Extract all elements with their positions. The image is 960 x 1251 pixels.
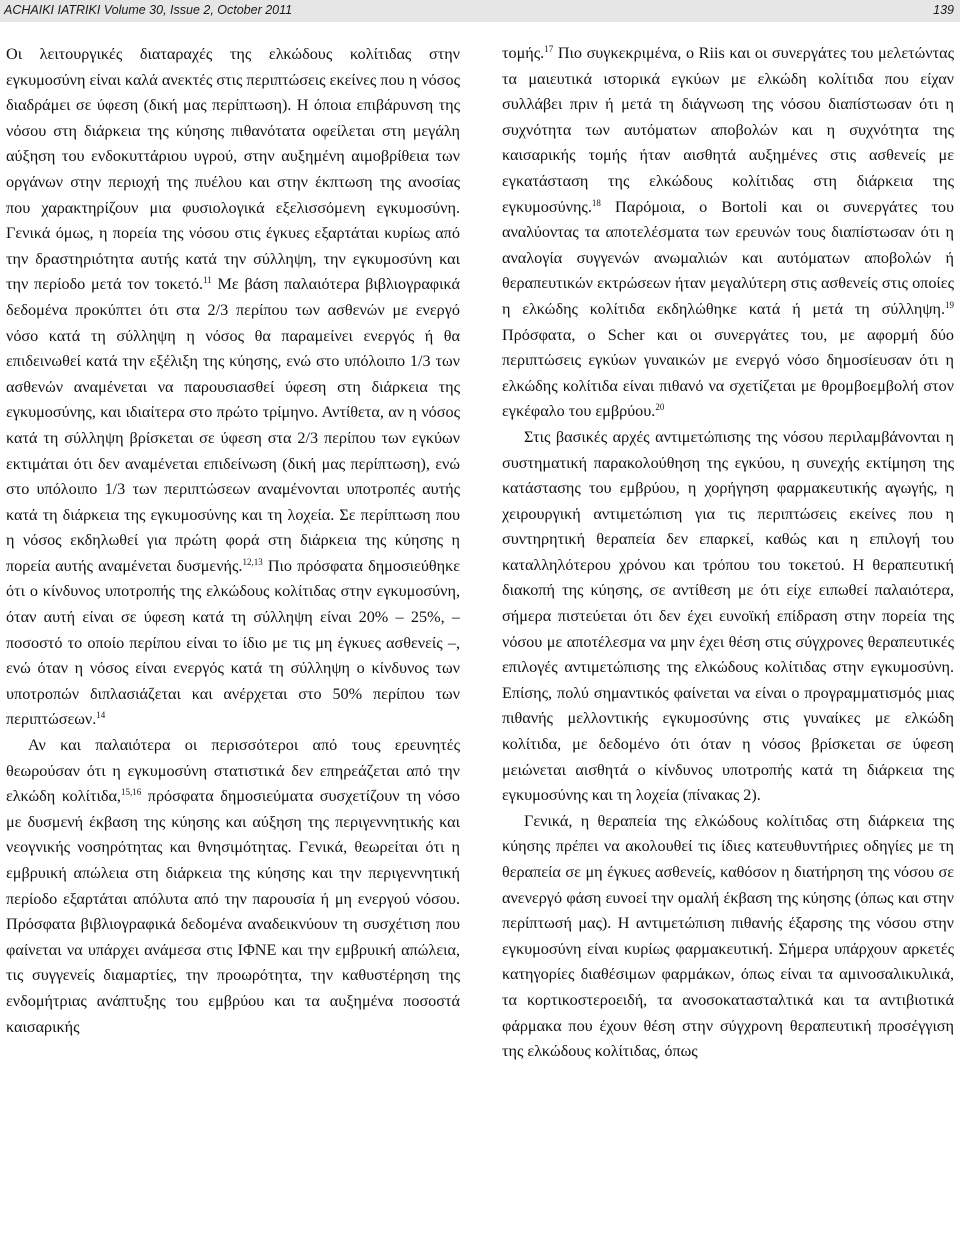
text-run: πρόσφατα δημοσιεύματα συσχετίζουν τη νόσο με δυσμενή έκβαση της κύησης και αύξηση της περιγεννητικής και νεογνικής νοσηρότητας και θνησιμότητας. Γενικά, θεωρείται ότι η εμβρυική απώλεια στη διάρκεια της κύησης και την περιγεννητική περίοδο εξαρτάται απόλυτα από την παρουσία ή μη ενεργού νόσου. Πρόσφατα βιβλιογραφικά δεδομένα αναδεικνύουν τη συσχέτιση που φαίνεται να υπάρχει ανάμεσα στις ΙΦΝΕ και την εμβρυική απώλεια, τις συγγενείς διαμαρτίες, την προωρότητα, την καθυστέρηση της ενδομήτριας ανάπτυξης του εμβρύου και τα αυξημένα ποσοστά καισαρικής <box>6 787 460 1036</box>
reference-superscript: 17 <box>544 44 554 54</box>
reference-superscript: 15,16 <box>120 787 142 798</box>
right-column <box>502 41 954 1246</box>
left-column <box>6 42 460 1247</box>
text-run: Με βάση παλαιότερα βιβλιογραφικά δεδομένα προκύπτει ότι στα 2/3 περίπου των ασθενών με ενεργό νόσο κατά τη σύλληψη η νόσος θα παραμείνει ενεργός ή θα επιδεινωθεί κατά την εξέλιξη της κύησης, ενώ στο υπόλοιπο 1/3 των ασθενών αναμένεται να παρουσιασθεί ύφεση στη διάρκεια της εγκυμοσύνης, και ιδιαίτερα στο πρώτο τρίμηνο. Αντίθετα, αν η νόσος κατά τη σύλληψη βρίσκεται σε ύφεση στα 2/3 περίπου των εγκύων εκτιμάται ότι δεν αναμένεται επιδείνωση (δική μας περίπτωση), ενώ στο υπόλοιπο 1/3 των περιπτώσεων αναμένονται υποτροπές αυτής κατά τη διάρκεια της εγκυμοσύνης και τη λοχεία. Σε περίπτωση που η νόσος εκδηλωθεί για πρώτη φορά στη διάρκεια της κύησης η πορεία αυτής αναμένεται δυσμενής. <box>6 275 460 575</box>
text-run: Παρόμοια, ο Bortoli και οι συνεργάτες του αναλύοντας τα αποτελέσματα των ερευνών τους διαπίστωσαν ότι η αναλογία συγγενών ανωμαλιών και αυτόματων αποβολών ή θεραπευτικών εκτρώσεων ήταν μεγαλύτερη στις ασθενείς στις οποίες η ελκώδης κολίτιδα εκδηλώθηκε κατά ή μετά τη σύλληψη. <box>502 197 954 318</box>
running-header <box>0 0 960 22</box>
text-run: Πιο πρόσφατα δημοσιεύθηκε ότι ο κίνδυνος υποτροπής της ελκώδους κολίτιδας στην εγκυμοσύνη, όταν αυτή είναι σε ύφεση κατά τη σύλληψη είναι 20% – 25%, – ποσοστό το οποίο περίπου είναι το ίδιο με τις μη έγκυες ασθενείς –, ενώ όταν η νόσος είναι ενεργός κατά τη σύλληψη ο κίνδυνος των υποτροπών διπλασιάζεται και ανέρχεται στο 50% περίπου των περιπτώσεων. <box>6 556 460 729</box>
reference-superscript: 12,13 <box>242 556 263 567</box>
paragraph: Γενικά, η θεραπεία της ελκώδους κολίτιδας στη διάρκεια της κύησης πρέπει να ακολουθεί τις ίδιες κατευθυντήριες οδηγίες με τη θεραπεία σε μη έγκυες ασθενείς, καθόσον η διατήρηση της νόσου σε ανενεργό φάση ευνοεί την ομαλή έκβαση της κύησης (όπως και στην περίπτωσή μας). Η αντιμετώπιση πιθανής έξαρσης της νόσου στην εγκυμοσύνη είναι κυρίως φαρμακευτική. Σήμερα υπάρχουν αρκετές κατηγορίες διαθέσιμων φαρμάκων, όπως είναι τα αμινοσαλικυλικά, τα κορτικοστεροειδή, τα ανοσοκατασταλτικά και τα αντιβιοτικά φάρμακα που έχουν θέση στην σύγχρονη θεραπευτική προσέγγιση της ελκώδους κολίτιδας, όπως <box>502 811 954 1061</box>
text-run: Οι λειτουργικές διαταραχές της ελκώδους κολίτιδας στην εγκυμοσύνη είναι καλά ανεκτές στις περιπτώσεις εκείνες που η νόσος διαδράμει σε ύφεση (δική μας περίπτωση). Η όποια επιβάρυνση της νόσου στη διάρκεια της κύησης πιθανότατα οφείλεται στη μεγάλη αύξηση του ενδοκυττάριου υγρού, στην αυξημένη αιμοβρίθεια των οργάνων στην περιοχή της πυέλου και στην έκπτωση της ανοσίας που χαρακτηρίζουν μια φυσιολογικά εξελισσόμενη εγκυμοσύνη. Γενικά όμως, η πορεία της νόσου στις έγκυες εξαρτάται κυρίως από την δραστηριότητα αυτής κατά την σύλληψη, την εγκυμοσύνη και την περίοδο μετά τον τοκετό. <box>6 45 460 294</box>
reference-superscript: 18 <box>591 197 601 208</box>
paragraph <box>6 733 460 1040</box>
text-run: τομής. <box>502 44 545 62</box>
reference-superscript: 11 <box>203 275 212 286</box>
paragraph: Στις βασικές αρχές αντιμετώπισης της νόσου περιλαμβάνονται η συστηματική παρακολούθηση της εγκύου, η συνεχής εκτίμηση της κατάστασης του εμβρύου, η χορήγηση φαρμακευτικής αγωγής, η χειρουργική αντιμετώπιση για τις περιπτώσεις εκείνες που η συντηρητική θεραπεία δεν επαρκεί, καθώς και η επιλογή του καταλληλότερου χρόνου και τρόπου του τοκετού. Η θεραπευτική διακοπή της κύησης, σε αντίθεση με ότι είχε ειπωθεί παλαιότερα, σήμερα πιστεύεται ότι δεν έχει ευνοϊκή επίδραση στην πορεία της νόσου με αποτέλεσμα να μην έχει θέση στις σύγχρονες θεραπευτικές επιλογές αντιμετώπισης της ελκώδους κολίτιδας στην εγκυμοσύνη. Επίσης, πολύ σημαντικός φαίνεται να είναι ο προγραμματισμός μιας πιθανής μελλοντικής εγκυμοσύνης στις γυναίκες με ελκώδη κολίτιδα, με δεδομένο ότι όταν η νόσος βρίσκεται σε ύφεση μειώνεται αισθητά ο κίνδυνος υποτροπής κατά τη διάρκεια της εγκυμοσύνης και τη λοχεία (πίνακας 2). <box>502 427 954 805</box>
text-run: Πρόσφατα, ο Scher και οι συνεργάτες του, με αφορμή δύο περιπτώσεις εγκύων γυναικών με ενεργό νόσο δημοσίευσαν ότι η ελκώδης κολίτιδα είναι πιθανό να σχετίζεται με θρομβοεμβολή στον εγκέφαλο του εμβρύου. <box>502 325 954 421</box>
text-run: Πιο συγκεκριμένα, ο Riis και οι συνεργάτες του μελετώντας τα μαιευτικά ιστορικά εγκύων με ελκώδη κολίτιδα που είχαν συλλάβει πριν ή μετά τη διάγνωση της νόσου διαπίστωσαν ότι η συχνότητα των αυτόματων αποβολών και η συχνότητα της καισαρικής τομής ήταν αισθητά αυξημένες στις ασθενείς με εγκατάσταση της ελκώδους κολίτιδας στη διάρκεια της εγκυμοσύνης. <box>502 44 954 216</box>
text-run: Αν και παλαιότερα οι περισσότεροι από τους ερευνητές θεωρούσαν ότι η εγκυμοσύνη στατιστικά δεν επηρεάζεται από την ελκώδη κολίτιδα, <box>6 736 460 806</box>
reference-superscript: 19 <box>945 299 954 310</box>
journal-title: ACHAIKI IATRIKI Volume 30, Issue 2, October 2011 <box>4 3 293 17</box>
reference-superscript: 20 <box>655 402 665 413</box>
paragraph <box>6 42 460 733</box>
page-number: 139 <box>933 3 954 17</box>
paragraph <box>502 41 954 425</box>
reference-superscript: 14 <box>96 710 106 721</box>
